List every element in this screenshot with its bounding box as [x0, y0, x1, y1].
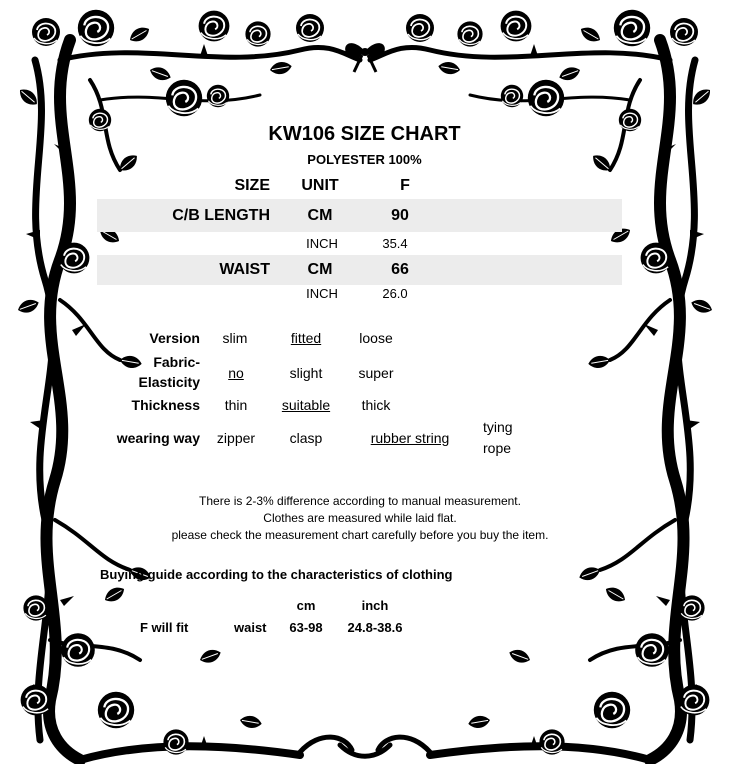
- header-size: SIZE: [234, 177, 270, 194]
- fabric-option-no-selected: no: [228, 365, 244, 381]
- version-option-loose: loose: [359, 330, 393, 346]
- row-value-cm: 66: [391, 261, 409, 278]
- guide-col-cm: cm: [296, 598, 316, 613]
- wearing-way-label: wearing way: [116, 430, 200, 446]
- version-option-fitted-selected: fitted: [290, 330, 322, 346]
- row-value-inch: 26.0: [382, 286, 408, 301]
- row-unit-inch: INCH: [306, 286, 338, 301]
- wearing-option-clasp: clasp: [289, 430, 323, 446]
- row-unit-inch: INCH: [306, 236, 338, 251]
- guide-fit-label: F will fit: [140, 620, 189, 635]
- row-label: WAIST: [219, 261, 270, 278]
- guide-cm-range: 63-98: [289, 620, 323, 635]
- row-label: C/B LENGTH: [172, 207, 270, 224]
- row-value-inch: 35.4: [382, 236, 408, 251]
- thickness-option-suitable-selected: suitable: [281, 397, 331, 413]
- thickness-option-thick: thick: [361, 397, 391, 413]
- fabric-option-slight: slight: [289, 365, 323, 381]
- bottom-scroll-ornament: [300, 737, 430, 756]
- version-option-slim: slim: [222, 330, 248, 346]
- material-label: POLYESTER 100%: [307, 152, 422, 167]
- row-value-cm: 90: [391, 207, 409, 224]
- row-unit-cm: CM: [307, 261, 333, 278]
- wearing-option-zipper: zipper: [216, 430, 256, 446]
- note-line: please check the measurement chart carefully before you buy the item.: [171, 528, 549, 542]
- guide-col-inch: inch: [361, 598, 389, 613]
- guide-measure: waist: [234, 620, 267, 635]
- thorns: [26, 44, 704, 748]
- thickness-option-thin: thin: [224, 397, 248, 413]
- version-label: Version: [149, 330, 200, 346]
- wearing-option-tying-line1: tying: [483, 419, 513, 435]
- guide-inch-range: 24.8-38.6: [347, 620, 403, 635]
- fabric-label-line2: Elasticity: [138, 374, 200, 390]
- buying-guide-title: Buying guide according to the characteristics of clothing: [100, 567, 453, 582]
- header-f: F: [400, 177, 410, 194]
- wearing-option-rubber-string-selected: rubber string: [370, 430, 450, 446]
- row-unit-cm: CM: [307, 207, 333, 224]
- thickness-label: Thickness: [131, 397, 200, 413]
- page-title: KW106 SIZE CHART: [268, 123, 461, 145]
- fabric-label-line1: Fabric-: [153, 354, 200, 370]
- header-unit: UNIT: [301, 177, 339, 194]
- note-line: Clothes are measured while laid flat.: [263, 511, 457, 525]
- note-line: There is 2-3% difference according to manual measurement.: [199, 494, 521, 508]
- bow-ornament: [345, 43, 385, 72]
- fabric-option-super: super: [358, 365, 394, 381]
- wearing-option-tying-line2: rope: [483, 440, 512, 456]
